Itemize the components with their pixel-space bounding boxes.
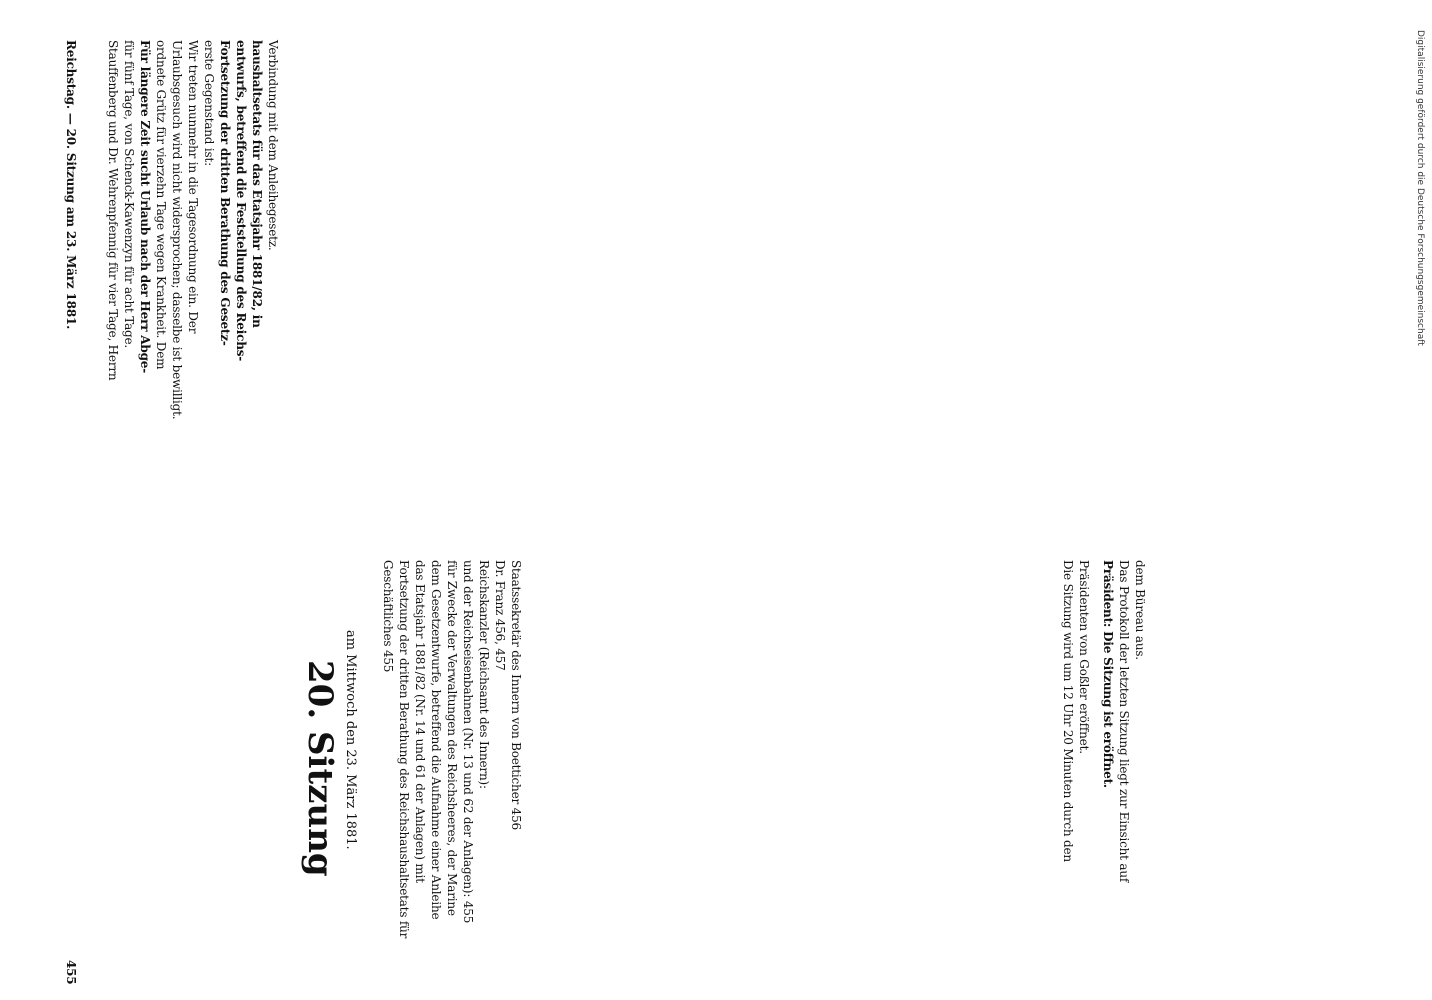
- opening-line: Das Protokoll der letzten Sitzung liegt zur Einsicht auf: [1117, 560, 1131, 883]
- running-header: Reichstag. — 20. Sitzung am 23. März 1881.: [64, 40, 78, 330]
- body-line: Fortsetzung der dritten Berathung des Gesetz-: [218, 40, 232, 346]
- dfg-notice: Digitalisierung gefördert durch die Deutsche Forschungsgemeinschaft: [1415, 30, 1425, 346]
- toc-line: Dr. Franz 456, 457: [493, 560, 507, 671]
- body-line: haushaltsetats für das Etatsjahr 1881/82, in: [250, 40, 264, 328]
- opening-line: Präsident: Die Sitzung ist eröffnet.: [1101, 560, 1115, 788]
- toc-line: Geschäftliches 455: [381, 560, 395, 673]
- toc-line: und der Reichseisenbahnen (Nr. 13 und 62 der Anlagen): 455: [461, 560, 475, 924]
- toc-line: Fortsetzung der dritten Berathung des Reichshaushaltsetats für: [397, 560, 411, 939]
- body-line: Stauffenberg und Dr. Wehrenpfennig für vier Tage, Herrn: [106, 40, 120, 381]
- opening-line: Präsidenten von Goßler eröffnet.: [1077, 560, 1091, 754]
- body-line: für fünf Tage, von Schenck-Kawenzyn für acht Tage.: [122, 40, 136, 349]
- toc-line: dem Gesetzentwurfe, betreffend die Aufnahme einer Anleihe: [429, 560, 443, 920]
- session-title: 20. Sitzung: [300, 660, 340, 877]
- toc-line: das Etatsjahr 1881/82 (Nr. 14 und 61 der Anlagen) mit: [413, 560, 427, 883]
- body-line: Wir treten nunmehr in die Tagesordnung ein. Der: [186, 40, 200, 334]
- opening-line: dem Büreau aus.: [1133, 560, 1147, 660]
- body-line: Verbindung mit dem Anleihegesetz.: [266, 40, 280, 251]
- body-line: ordnete Grütz für vierzehn Tage wegen Krankheit. Dem: [154, 40, 168, 370]
- toc-line: Staatssekretär des Innern von Boetticher 456: [509, 560, 523, 830]
- page-number: 455: [64, 960, 78, 985]
- session-date: am Mittwoch den 23. März 1881.: [343, 630, 358, 850]
- toc-line: für Zwecke der Verwaltungen des Reichsheeres, der Marine: [445, 560, 459, 916]
- body-line: Für längere Zeit sucht Urlaub nach der Herr Abge-: [138, 40, 152, 374]
- body-line: entwurfs, betreffend die Feststellung des Reichs-: [234, 40, 248, 362]
- body-line: Urlaubsgesuch wird nicht widersprochen; dasselbe ist bewilligt.: [170, 40, 184, 420]
- toc-line: Reichskanzler (Reichsamt des Innern):: [477, 560, 491, 789]
- body-line: erste Gegenstand ist:: [202, 40, 216, 166]
- opening-line: Die Sitzung wird um 12 Uhr 20 Minuten durch den: [1061, 560, 1075, 862]
